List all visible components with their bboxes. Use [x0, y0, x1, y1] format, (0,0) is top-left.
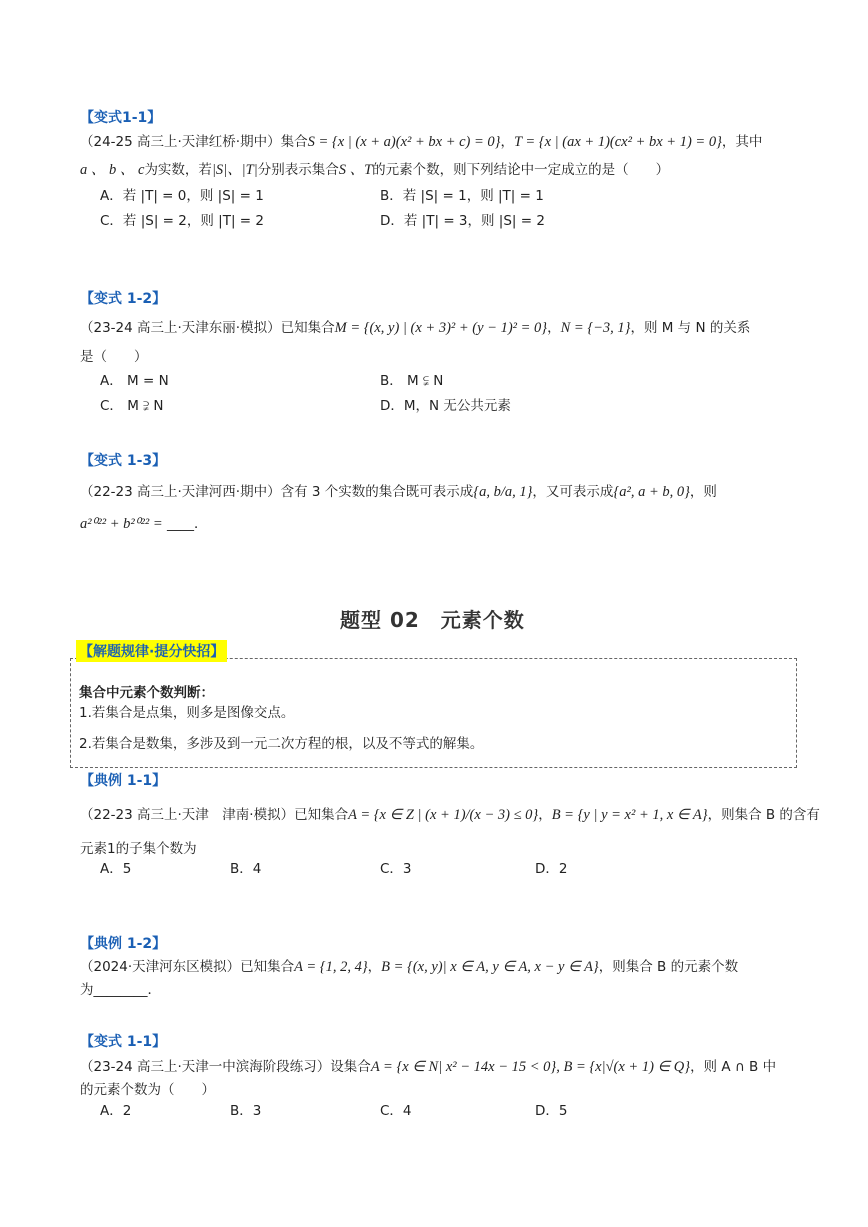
set-names: S 、T — [338, 162, 373, 178]
variant-1-1b-tag: 【变式 1-1】 — [80, 1034, 167, 1050]
variant-1-2-tag: 【变式 1-2】 — [80, 291, 167, 307]
option-b[interactable]: B．4 — [230, 861, 262, 877]
set-representation-1: {a, b/a, 1} — [473, 484, 533, 500]
variant-1-1-stem-line2 — [80, 158, 669, 179]
power-expression: a²⁰²² + b²⁰²² = — [80, 516, 163, 532]
option-c[interactable]: C．3 — [380, 861, 412, 877]
example-1-1-stem-line2: 元素1的子集个数为 — [80, 841, 197, 857]
stem-tail: ，则集合 B 的含有 — [707, 807, 820, 823]
option-b[interactable]: B．若 |S| = 1，则 |T| = 1 — [380, 188, 544, 204]
separator: ， — [538, 807, 552, 823]
stem-text: 分别表示集合 — [257, 162, 339, 178]
stem-tail: ，其中 — [721, 134, 763, 150]
option-d[interactable]: D．M，N 无公共元素 — [380, 398, 511, 414]
option-b[interactable]: B．3 — [230, 1103, 262, 1119]
source-label: （22-23 高三上·天津河西·期中）含有 3 个实数的集合既可表示成 — [80, 484, 474, 500]
option-d[interactable]: D．2 — [535, 861, 568, 877]
option-a[interactable]: A．若 |T| = 0，则 |S| = 1 — [100, 188, 264, 204]
set-representation-2: {a², a + b, 0} — [613, 484, 690, 500]
set-n-formula: N = {−3, 1} — [560, 320, 631, 336]
tips-heading: 集合中元素个数判断： — [79, 685, 214, 701]
option-c[interactable]: C．4 — [380, 1103, 412, 1119]
example-1-2-stem-line1 — [80, 955, 738, 976]
variables: a 、 b 、 c — [80, 162, 145, 178]
stem-text: 的元素个数，则下列结论中一定成立的是（ ） — [372, 162, 670, 178]
variant-1-1-tag: 【变式1-1】 — [80, 110, 162, 126]
option-c[interactable]: C．若 |S| = 2，则 |T| = 2 — [100, 213, 264, 229]
variant-1-2-stem-line1 — [80, 316, 750, 337]
example-1-2-stem-line2: 为________． — [80, 982, 161, 998]
option-b[interactable]: B． M ⫋ N — [380, 373, 444, 389]
option-a[interactable]: A．5 — [100, 861, 132, 877]
variant-1-1b-stem-line1 — [80, 1055, 776, 1076]
source-label: （23-24 高三上·天津一中滨海阶段练习）设集合 — [80, 1059, 371, 1075]
set-b-formula: B = {y | y = x² + 1, x ∈ A} — [551, 807, 708, 823]
set-a-formula: A = {x ∈ Z | (x + 1)/(x − 3) ≤ 0} — [348, 807, 539, 823]
stem-tail: ，则 M 与 N 的关系 — [630, 320, 751, 336]
set-m-formula: M = {(x, y) | (x + 3)² + (y − 1)² = 0} — [334, 320, 548, 336]
stem-text: 为实数，若 — [144, 162, 212, 178]
separator: ， — [367, 959, 382, 975]
set-a-formula: A = {1, 2, 4} — [294, 959, 368, 975]
variant-1-1-stem-line1 — [80, 130, 762, 151]
stem-text: ，又可表示成 — [532, 484, 614, 500]
separator: ， — [547, 320, 561, 336]
stem-tail: ，则 — [689, 484, 717, 500]
source-label: （23-24 高三上·天津东丽·模拟）已知集合 — [80, 320, 335, 336]
option-d[interactable]: D．5 — [535, 1103, 568, 1119]
stem-tail: ，则 A ∩ B 中 — [690, 1059, 777, 1075]
option-c[interactable]: C． M ⫌ N — [100, 398, 164, 414]
tips-item-1: 1.若集合是点集，则多是图像交点。 — [79, 705, 295, 721]
set-ab-formula: A = {x ∈ N| x² − 14x − 15 < 0}, B = {x|√(x + 1) ∈ Q} — [370, 1059, 691, 1075]
set-b-formula: B = {(x, y)| x ∈ A, y ∈ A, x − y ∈ A} — [381, 959, 599, 975]
set-t-formula: T = {x | (ax + 1)(cx² + bx + 1) = 0} — [513, 134, 722, 150]
source-label: （22-23 高三上·天津 津南·模拟）已知集合 — [80, 807, 349, 823]
option-d[interactable]: D．若 |T| = 3，则 |S| = 2 — [380, 213, 545, 229]
source-label: （24-25 高三上·天津红桥·期中）集合 — [80, 134, 308, 150]
variant-1-3-tag: 【变式 1-3】 — [80, 453, 167, 469]
variant-1-3-stem-line2 — [80, 512, 207, 533]
option-a[interactable]: A． M = N — [100, 373, 169, 389]
answer-blank[interactable]: ____． — [166, 516, 208, 532]
cardinality-notation: |S|、|T| — [211, 162, 258, 178]
stem-tail: ，则集合 B 的元素个数 — [598, 959, 739, 975]
separator: ， — [500, 134, 514, 150]
variant-1-1b-stem-line2: 的元素个数为（ ） — [80, 1082, 215, 1098]
variant-1-2-stem-line2: 是（ ） — [80, 349, 148, 365]
example-1-1-stem-line1 — [80, 803, 820, 824]
tips-label: 【解题规律·提分快招】 — [76, 640, 227, 662]
option-a[interactable]: A．2 — [100, 1103, 132, 1119]
variant-1-3-stem-line1 — [80, 480, 717, 501]
set-s-formula: S = {x | (x + a)(x² + bx + c) = 0} — [307, 134, 501, 150]
section-title: 题型 02 元素个数 — [340, 608, 525, 632]
example-1-1-tag: 【典例 1-1】 — [80, 773, 167, 789]
tips-item-2: 2.若集合是数集，多涉及到一元二次方程的根，以及不等式的解集。 — [79, 736, 484, 752]
source-label: （2024·天津河东区模拟）已知集合 — [80, 959, 295, 975]
example-1-2-tag: 【典例 1-2】 — [80, 936, 167, 952]
